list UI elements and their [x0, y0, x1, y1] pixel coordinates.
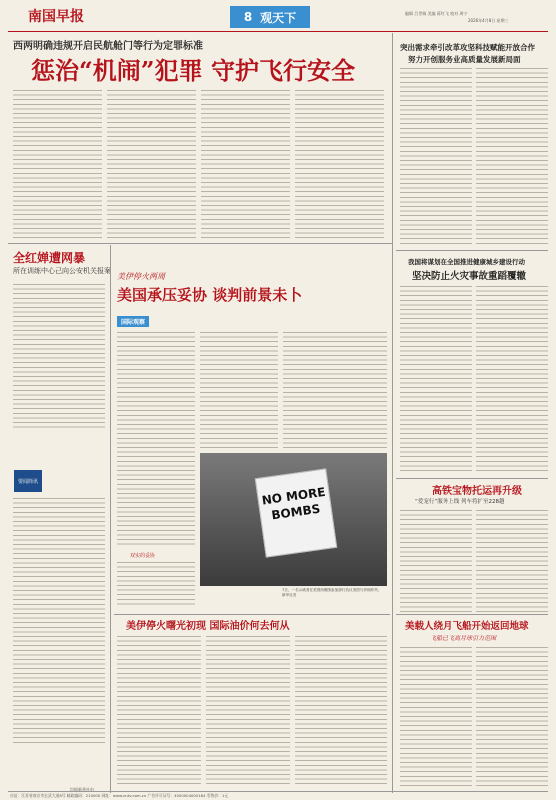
international-watch-tag: 国际观察	[117, 316, 149, 327]
center-lower-headline: 美伊停火曙光初现 国际油价何去何从	[126, 621, 290, 632]
lead-body-col3	[201, 88, 290, 242]
footer-rule	[8, 791, 548, 792]
center-headline: 美国承压妥协 谈判前景未卜	[117, 286, 303, 304]
sign-line-1: NO MORE	[260, 484, 327, 508]
right-top-headline: 突出需求牵引改革攻坚科技赋能开放合作	[400, 43, 535, 52]
newspaper-logo: 南国早报	[28, 9, 84, 25]
right-top-headline-2: 努力开创服务业高质量发展新局面	[408, 55, 521, 64]
center-lower-col3	[295, 634, 387, 788]
right-lower-headline: 高铁宝物托运再升级	[432, 486, 522, 497]
column-divider-left	[110, 245, 111, 793]
header-links: 编辑 吕世瑞 美编 蒋红飞 校对 周宁	[405, 11, 468, 16]
photo-caption: 7日，一名示威者在美国西雅图参加游行抗议美国与伊朗冲突。新华社发	[282, 588, 382, 597]
lead-body-col2	[107, 88, 196, 242]
right-rule-1	[396, 478, 548, 479]
center-body-col2	[200, 330, 278, 450]
center-body-col1b	[117, 560, 195, 608]
news-briefs	[13, 496, 105, 744]
right-top-body-col1	[400, 66, 472, 244]
center-lower-col1	[117, 634, 201, 788]
right-lower-body-col2	[476, 508, 548, 612]
left-bottom-credit: 均据新华社电	[70, 787, 94, 792]
center-lower-col2	[206, 634, 290, 788]
right-lower-sub: “爱宠行”服务上线 列车将扩至228趟	[415, 499, 505, 505]
lead-body-col4	[295, 88, 384, 242]
left-mid-headline: 全红婵遭网暴	[13, 251, 86, 265]
page-number: 8	[243, 10, 253, 24]
right-lower-body-col1	[400, 508, 472, 612]
right-mid-body-col1	[400, 284, 472, 474]
sign-line-2: BOMBS	[270, 501, 322, 523]
page-name: 观天下	[260, 10, 297, 25]
protest-photo	[200, 453, 387, 586]
column-divider	[392, 33, 393, 793]
center-body-col3	[283, 330, 387, 450]
section-rule	[8, 243, 392, 244]
center-body-col1	[117, 330, 195, 546]
lead-headline-top: 西两明确违规开启民航舱门等行为定罪标准	[13, 41, 203, 52]
footer-line: 社址：江苏省南京市玄武大道8号 邮政编码：210000 网址：www.nntv.com.cn 广告许可证号：4500004000184 零售价：1元	[10, 793, 229, 798]
right-mid-headline-top: 我国将谋划在全国推进健康城乡建设行动	[408, 258, 525, 266]
issue-date: 2026年4月8日 星期三	[468, 18, 509, 23]
section-rule-right	[396, 250, 548, 251]
left-mid-sub: 所在训练中心己向公安机关报案	[13, 267, 111, 275]
right-bottom-body-col2	[476, 645, 548, 788]
center-rule	[114, 614, 390, 615]
right-mid-body-col2	[476, 284, 548, 474]
left-mid-body	[13, 282, 105, 430]
right-bottom-sub: 飞船已飞离月球引力范围	[430, 635, 497, 642]
center-section-head: 双实的妥协	[130, 553, 156, 559]
right-top-body-col2	[476, 66, 548, 244]
lead-headline: 惩治“机闹”犯罪 守护飞行安全	[31, 56, 355, 85]
right-rule-2	[396, 614, 548, 615]
right-bottom-headline: 美载人绕月飞船开始返回地球	[405, 621, 529, 632]
masthead-rule	[8, 31, 548, 32]
right-bottom-body-col1	[400, 645, 472, 788]
center-kicker: 美伊停火两周	[117, 272, 165, 281]
brief-label: 要闻简讯	[14, 470, 42, 492]
protest-sign	[255, 468, 337, 557]
right-mid-headline: 坚决防止火灾事故重蹈覆辙	[412, 271, 527, 282]
page-tab	[230, 6, 310, 28]
lead-body-col1	[13, 88, 102, 242]
